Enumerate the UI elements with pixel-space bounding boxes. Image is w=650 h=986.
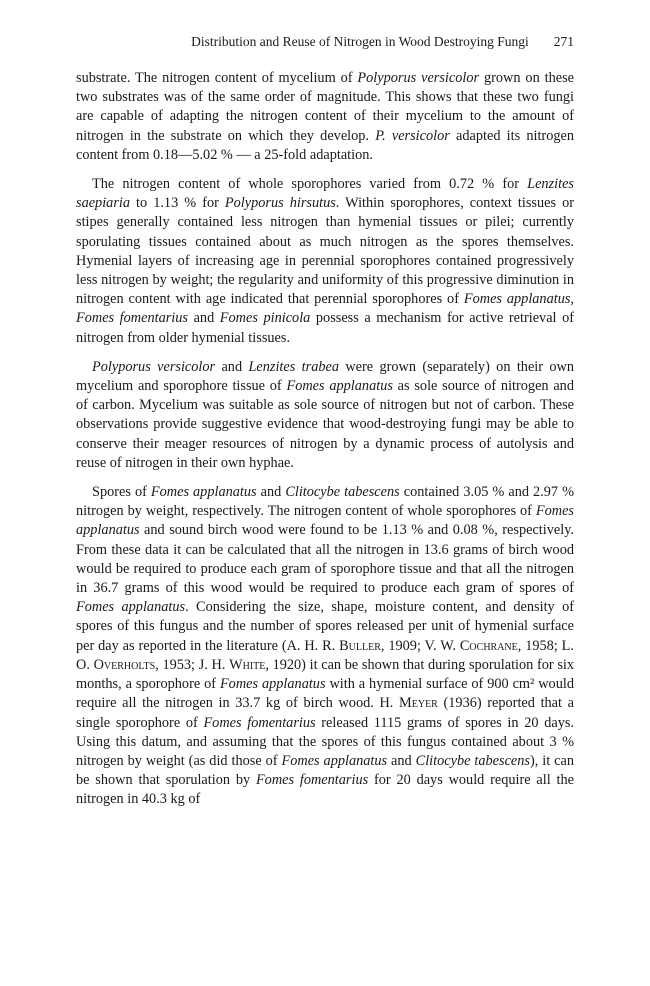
paragraph: Spores of Fomes applanatus and Clitocybe tabescens contained 3.05 % and 2.97 % nitrogen by weight, respectively. The nitrogen content of whole sporophores of Fomes applanatus and sound birch wood were found to be 1.13 % and 0.08 %, respectively. From these data it can be calculated that all the nitrogen in 13.6 grams of birch wood would be required to produce each gram of sporophore tissue and that all the nitrogen in 36.7 grams of this wood would be required to produce each gram of spores of Fomes applanatus. Considering the size, shape, moisture content, and density of spores of this fungus and the number of spores released per unit of hymenial surface per day as reported in the literature (A. H. R. Buller, 1909; V. W. Cochrane, 1958; L. O. Overholts, 1953; J. H. White, 1920) it can be shown that during sporulation for six months, a sporophore of Fomes applanatus with a hymenial surface of 900 cm² would require all the nitrogen in 33.7 kg of birch wood. H. Meyer (1936) reported that a single sporophore of Fomes fomentarius released 1115 grams of spores in 20 days. Using this datum, and assuming that the spores of this fungus contained about 3 % nitrogen by weight (as did those of Fomes applanatus and Clitocybe tabescens), it can be shown that sporulation by Fomes fomentarius for 20 days would require all the nitrogen in 40.3 kg of	[76, 484, 575, 808]
paragraph: The nitrogen content of whole sporophores varied from 0.72 % for Lenzites saepiaria to 1.13 % for Polyporus hirsutus. Within sporophores, context tissues or stipes generally contained less nitrogen than hymenial tissues or pilei; currently sporulating tissues contained about as much nitrogen as the spores themselves. Hymenial layers of increasing age in perennial sporophores contained progressively less nitrogen by weight; the regularity and uniformity of this progressive diminution in nitrogen content with age indicated that perennial sporophores of Fomes applanatus, Fomes fomentarius and Fomes pinicola possess a mechanism for active retrieval of nitrogen from older hymenial tissues.	[76, 176, 574, 346]
page	[76, 34, 574, 810]
paragraph: Polyporus versicolor and Lenzites trabea were grown (separately) on their own mycelium and sporophore tissue of Fomes applanatus as sole source of nitrogen and of carbon. Mycelium was suitable as sole source of nitrogen but not of carbon. These observations provide suggestive evidence that wood-destroying fungi may be able to conserve their meager resources of nitrogen by a dynamic process of autolysis and reuse of nitrogen in their own hyphae.	[76, 358, 575, 471]
page-number: 271	[553, 34, 574, 49]
running-title: Distribution and Reuse of Nitrogen in Wood Destroying Fungi	[191, 34, 529, 49]
running-header	[76, 34, 574, 54]
body-text	[76, 69, 574, 810]
paragraph: substrate. The nitrogen content of mycelium of Polyporus versicolor grown on these two substrates was of the same order of magnitude. This shows that these two fungi are capable of adapting the nitrogen content of their mycelium to the amount of nitrogen in the substrate on which they develop. P. versicolor adapted its nitrogen content from 0.18—5.02 % — a 25-fold adaptation.	[76, 70, 574, 163]
